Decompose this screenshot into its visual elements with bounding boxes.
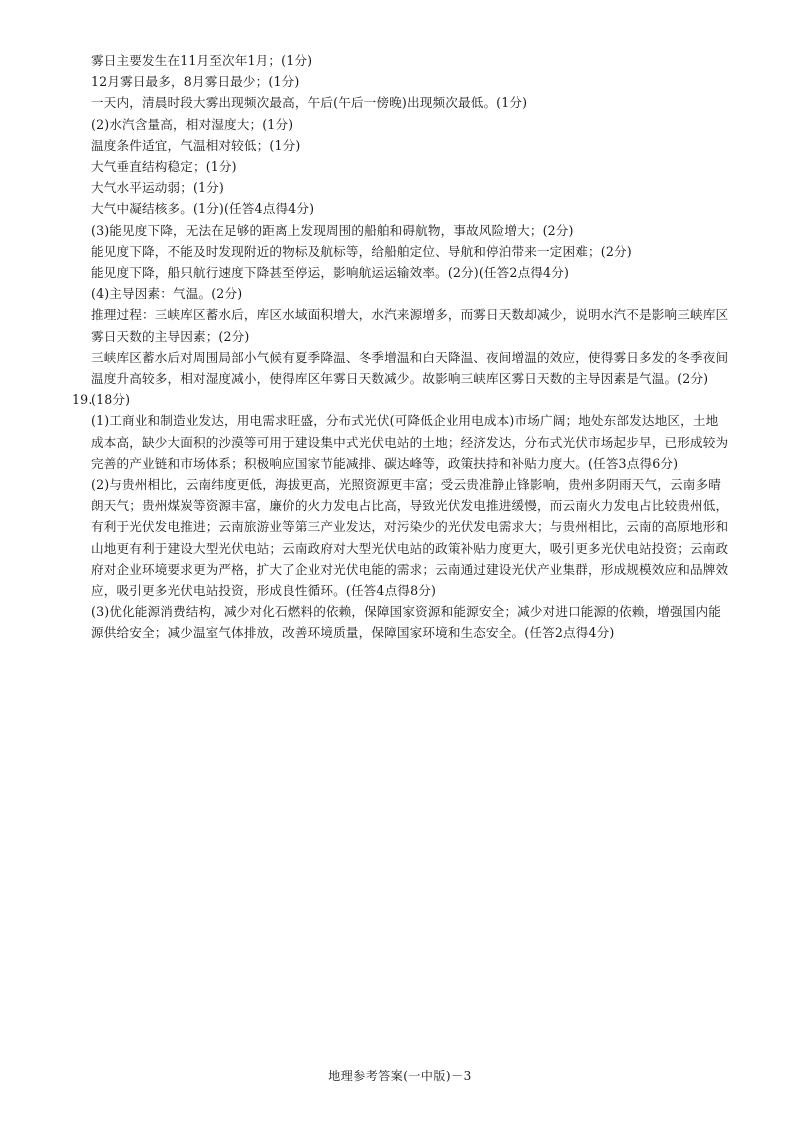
answer-line: 能见度下降，不能及时发现附近的物标及航标等，给船舶定位、导航和停泊带来一定困难；(2分) (91, 243, 632, 259)
answer-line: 一天内，清晨时段大雾出现频次最高，午后(午后一傍晚)出现频次最低。(1分) (91, 95, 528, 111)
answer-line: 大气垂直结构稳定；(1分) (91, 159, 237, 175)
answer-paragraph: (2)与贵州相比，云南纬度更低，海拔更高，光照资源更丰富；受云贵准静止锋影响，贵州多阴雨天气，云南多晴朗天气；贵州煤炭等资源丰富，廉价的火力发电占比高，导致光伏发电推进缓慢，而云南火力发电占比较贵州低，有利于光伏发电推进；云南旅游业等第三产业发达，对污染少的光伏发电需求大；与贵州相比，云南的高原地形和山地更有利于建设大型光伏电站；云南政府对大型光伏电站的政策补贴力度更大，吸引更多光伏电站投资；云南政府对企业环境要求更为严格，扩大了企业对光伏电能的需求；云南通过建设光伏产业集群，形成规模效应和品牌效应，吸引更多光伏电站投资，形成良性循环。(任答4点得8分) (91, 477, 729, 599)
page-footer: 地理参考答案(一中版)－3 (328, 1069, 472, 1083)
answer-line: 三峡库区蓄水后对周围局部小气候有夏季降温、冬季增温和白天降温、夜间增温的效应，使得雾日多发的冬季夜间温度升高较多，相对湿度减小，使得库区年雾日天数减少。故影响三峡库区雾日天数的主导因素是气温。(2分) (91, 349, 729, 387)
answer-content (72, 50, 731, 644)
answer-line: (3)能见度下降，无法在足够的距离上发现周围的船舶和碍航物，事故风险增大；(2分) (91, 222, 574, 238)
answer-line: (2)水汽含量高，相对湿度大；(1分) (91, 116, 294, 132)
answer-line: 雾日主要发生在11月至次年1月；(1分) (91, 53, 313, 68)
answer-paragraph: (1)工商业和制造业发达，用电需求旺盛，分布式光伏(可降低企业用电成本)市场广阔；地处东部发达地区，土地成本高，缺少大面积的沙漠等可用于建设集中式光伏电站的土地；经济发达，分布式光伏市场起步早，已形成较为完善的产业链和市场体系；积极响应国家节能减排、碳达峰等，政策扶持和补贴力度大。(任答3点得6分) (91, 413, 729, 471)
answer-line: 能见度下降，船只航行速度下降甚至停运，影响航运运输效率。(2分)(任答2点得4分) (91, 265, 570, 281)
answer-line: (4)主导因素：气温。(2分) (91, 286, 243, 302)
answer-line: 大气中凝结核多。(1分)(任答4点得4分) (91, 201, 315, 217)
answer-line: 推理过程：三峡库区蓄水后，库区水域面积增大，水汽来源增多，而雾日天数却减少，说明水汽不是影响三峡库区雾日天数的主导因素；(2分) (91, 307, 729, 344)
question-19 (72, 389, 731, 643)
question-score-header: (18分) (91, 392, 131, 408)
answer-line: 12月雾日最多，8月雾日最少；(1分) (91, 74, 300, 90)
answer-line: 大气水平运动弱；(1分) (91, 180, 224, 196)
answer-line: 温度条件适宜，气温相对较低；(1分) (91, 137, 301, 153)
question-number: 19. (72, 392, 93, 408)
answer-paragraph: (3)优化能源消费结构，减少对化石燃料的依赖，保障国家资源和能源安全；减少对进口能源的依赖，增强国内能源供给安全；减少温室气体排放，改善环境质量，保障国家环境和生态安全。(任答2点得4分) (91, 604, 721, 641)
